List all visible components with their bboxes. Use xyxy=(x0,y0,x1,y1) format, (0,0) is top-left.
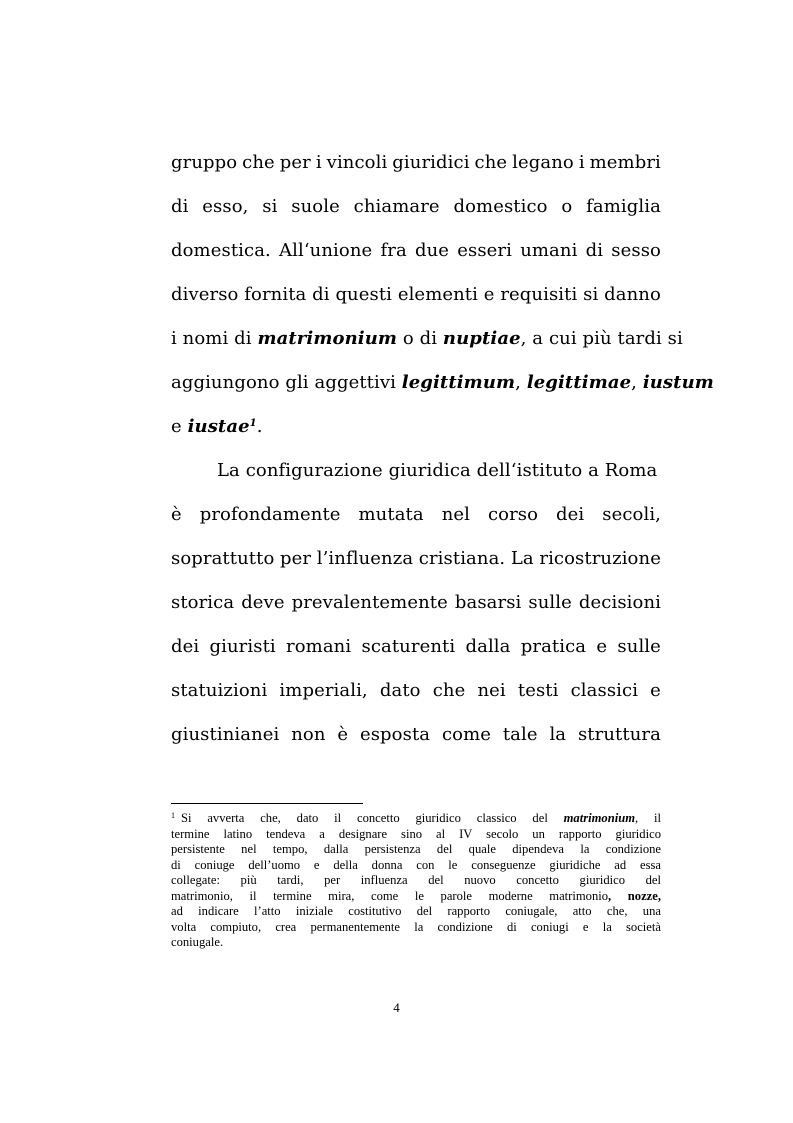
text-line-12 xyxy=(171,625,661,669)
word: testi xyxy=(517,680,559,701)
text-run: , a cui più tardi si xyxy=(520,328,683,349)
footnote xyxy=(171,811,661,951)
word: fra xyxy=(380,240,407,261)
text-line-6 xyxy=(171,361,714,405)
word: dato xyxy=(379,680,421,701)
word: soprattutto xyxy=(171,548,275,569)
text-run: . xyxy=(256,416,263,437)
word: basarsi xyxy=(454,592,522,613)
word: sulle xyxy=(617,636,661,657)
word: mutata xyxy=(358,504,424,525)
text-run: e xyxy=(171,416,188,437)
word: scaturenti xyxy=(361,636,456,657)
word: come xyxy=(441,724,491,745)
word: ricostruzione xyxy=(539,548,661,569)
word: questi xyxy=(335,284,393,305)
text-line-3 xyxy=(171,229,661,273)
word: di xyxy=(585,240,604,261)
text-line-5 xyxy=(171,317,683,361)
word: due xyxy=(414,240,450,261)
word: giustinianei xyxy=(171,724,280,745)
text-run: aggiungono gli aggettivi xyxy=(171,372,402,393)
word: i xyxy=(315,152,322,173)
word: la xyxy=(549,724,567,745)
word: che xyxy=(474,152,508,173)
word: imperiali, xyxy=(279,680,368,701)
footnote-line: ad indicare l’atto iniziale costitutivo del rapporto coniugale, atto che, una xyxy=(171,904,661,918)
word: profondamente xyxy=(199,504,341,525)
footnote-line xyxy=(171,889,661,905)
word: si xyxy=(262,196,278,217)
word: prevalentemente xyxy=(291,592,448,613)
word: non xyxy=(291,724,326,745)
word: danno xyxy=(604,284,661,305)
word: statuizioni xyxy=(171,680,268,701)
word: sesso xyxy=(611,240,661,261)
word: giuristi xyxy=(209,636,276,657)
text-line-11 xyxy=(171,581,661,625)
word: dei xyxy=(556,504,585,525)
word: l’influenza xyxy=(316,548,414,569)
footnote-line: coniugale. xyxy=(171,935,224,949)
text-run: , nozze, xyxy=(608,888,662,903)
word: domestico xyxy=(453,196,548,217)
word: gruppo xyxy=(171,152,238,173)
footnote-separator xyxy=(171,803,363,804)
word: giuridici xyxy=(392,152,470,173)
text-line-10 xyxy=(171,537,661,581)
word: deve xyxy=(241,592,285,613)
text-line-8 xyxy=(171,449,661,493)
text-line-7 xyxy=(171,405,661,449)
word: domestica. xyxy=(171,240,271,261)
word: nei xyxy=(477,680,506,701)
term-legittimae: legittimae xyxy=(526,372,632,393)
word: storica xyxy=(171,592,235,613)
word: i xyxy=(578,152,585,173)
text-run: Si avverta che, dato il concetto giuridico classico del xyxy=(181,811,564,825)
word: chiamare xyxy=(353,196,440,217)
footnote-line: di coniuge dell’uomo e della donna con le conseguenze giuridiche ad essa xyxy=(171,857,661,872)
text-run: matrimonio, il termine mira, come le parole moderne matrimonio xyxy=(171,888,609,903)
text-line-13 xyxy=(171,669,661,713)
text-run: , xyxy=(631,372,643,393)
word: All‘unione xyxy=(279,240,373,261)
word: e xyxy=(650,680,661,701)
word: suole xyxy=(291,196,340,217)
term-nuptiae: nuptiae xyxy=(442,328,521,349)
text-run: i nomi di xyxy=(171,328,258,349)
footnote-line: persistente nel tempo, dalla persistenza del quale dipendeva la condizione xyxy=(171,842,661,856)
word: nel xyxy=(441,504,470,525)
word: decisioni xyxy=(578,592,661,613)
word: elementi xyxy=(397,284,478,305)
word: pratica xyxy=(520,636,587,657)
word: esso, xyxy=(202,196,249,217)
word: fornita xyxy=(244,284,307,305)
word: e xyxy=(483,284,495,305)
word: o xyxy=(561,196,573,217)
term-iustae: iustae xyxy=(187,416,250,437)
text-run: o di xyxy=(397,328,443,349)
word: umani xyxy=(520,240,578,261)
word: cristiana. xyxy=(418,548,506,569)
text-run: , il xyxy=(635,811,661,825)
term-matrimonium: matrimonium xyxy=(563,811,636,825)
word: di xyxy=(312,284,330,305)
word: dalla xyxy=(465,636,511,657)
word: struttura xyxy=(577,724,661,745)
text-line-14 xyxy=(171,713,661,757)
word: tale xyxy=(502,724,538,745)
text-run: , xyxy=(515,372,527,393)
word: La xyxy=(510,548,534,569)
text-line-9 xyxy=(171,493,661,537)
word: esseri xyxy=(457,240,512,261)
word: di xyxy=(171,196,189,217)
text-line-2 xyxy=(171,185,661,229)
footnote-line: collegate: più tardi, per influenza del nuovo concetto giuridico del xyxy=(171,873,661,887)
footnote-line: termine latino tendeva a designare sino al IV secolo un rapporto giuridico xyxy=(171,826,661,841)
word: vincoli xyxy=(326,152,388,173)
text-line-1 xyxy=(171,141,661,185)
word: dei xyxy=(171,636,200,657)
word: legano xyxy=(512,152,574,173)
word: membri xyxy=(589,152,661,173)
term-legittimum: legittimum xyxy=(401,372,516,393)
word: secoli, xyxy=(602,504,661,525)
word: per xyxy=(280,548,312,569)
word: corso xyxy=(487,504,539,525)
footnote-mark: 1 xyxy=(171,811,175,820)
term-iustum: iustum xyxy=(642,372,714,393)
word: sulle xyxy=(528,592,572,613)
word: e xyxy=(596,636,608,657)
footnote-reference[interactable]: 1 xyxy=(249,418,257,429)
word: è xyxy=(337,724,349,745)
word: esposta xyxy=(359,724,431,745)
word: che xyxy=(432,680,466,701)
word: che xyxy=(242,152,275,173)
main-text xyxy=(171,141,714,757)
word: si xyxy=(583,284,599,305)
footnote-line: volta compiuto, crea permanentemente la condizione di coniugi e la società xyxy=(171,919,661,934)
text-line-4 xyxy=(171,273,661,317)
footnote-line xyxy=(171,811,661,827)
word: romani xyxy=(286,636,352,657)
word: requisiti xyxy=(500,284,578,305)
term-matrimonium: matrimonium xyxy=(257,328,398,349)
word: famiglia xyxy=(586,196,661,217)
word: classici xyxy=(570,680,639,701)
word: per xyxy=(279,152,311,173)
word: diverso xyxy=(171,284,239,305)
page-number: 4 xyxy=(393,1000,400,1015)
paragraph-start: La configurazione giuridica dell‘istituto a Roma xyxy=(217,460,658,481)
word: è xyxy=(171,504,182,525)
